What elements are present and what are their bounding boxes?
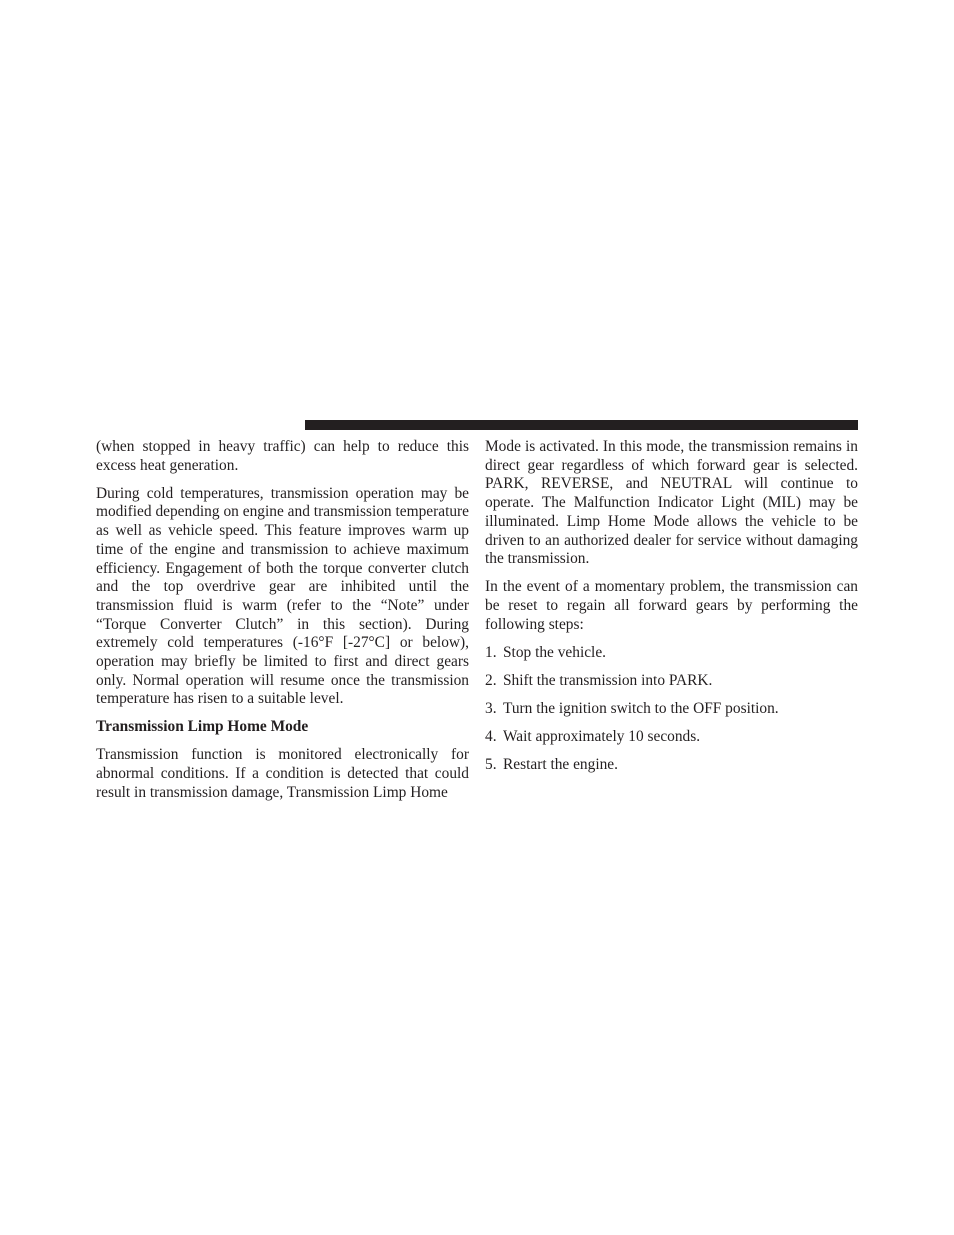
step-number: 2. <box>485 671 497 689</box>
list-item <box>485 700 858 719</box>
step-text: Shift the transmission into PARK. <box>503 671 713 689</box>
step-text: Restart the engine. <box>503 755 618 773</box>
list-item <box>485 728 858 747</box>
list-item <box>485 644 858 663</box>
step-text: Stop the vehicle. <box>503 643 607 661</box>
step-number: 3. <box>485 699 497 717</box>
step-text: Wait approximately 10 seconds. <box>503 727 701 745</box>
step-text: Turn the ignition switch to the OFF position. <box>503 699 779 717</box>
step-number: 1. <box>485 643 497 661</box>
paragraph-heat-generation: (when stopped in heavy traffic) can help to reduce this excess heat generation. <box>96 438 469 474</box>
list-item <box>485 756 858 775</box>
left-column <box>96 438 469 812</box>
step-number: 5. <box>485 755 497 773</box>
paragraph-limp-home-intro: Transmission function is monitored electronically for abnormal conditions. If a condition is detected that could result in transmission damage, Transmission Limp Home <box>96 746 469 801</box>
right-column <box>485 438 858 784</box>
list-item <box>485 672 858 691</box>
section-heading-limp-home: Transmission Limp Home Mode <box>96 718 309 736</box>
paragraph-cold-temperatures: During cold temperatures, transmission operation may be modified depending on engine and transmission temperature as well as vehicle speed. This feature improves warm up time of the engine and transmission to achieve maximum efficiency. Engagement of both the torque converter clutch and the top overdrive gear are inhibited until the transmission fluid is warm (refer to the “Note” under “Torque Converter Clutch” in this section). During extremely cold temperatures (-16°F [-27°C] or below), operation may briefly be limited to first and direct gears only. Normal operation will resume once the transmission temperature has risen to a suitable level. <box>96 484 469 708</box>
paragraph-limp-home-mode: Mode is activated. In this mode, the transmission remains in direct gear regardless of which forward gear is selected. PARK, REVERSE, and NEUTRAL will continue to operate. The Malfunction Indicator Light (MIL) may be illuminated. Limp Home Mode allows the vehicle to be driven to an authorized dealer for service without damaging the transmission. <box>485 438 858 568</box>
paragraph-reset-intro: In the event of a momentary problem, the transmission can be reset to regain all forward gears by performing the following steps: <box>485 578 858 633</box>
section-header-bar <box>305 420 858 430</box>
reset-steps-list <box>485 644 858 775</box>
step-number: 4. <box>485 727 497 745</box>
